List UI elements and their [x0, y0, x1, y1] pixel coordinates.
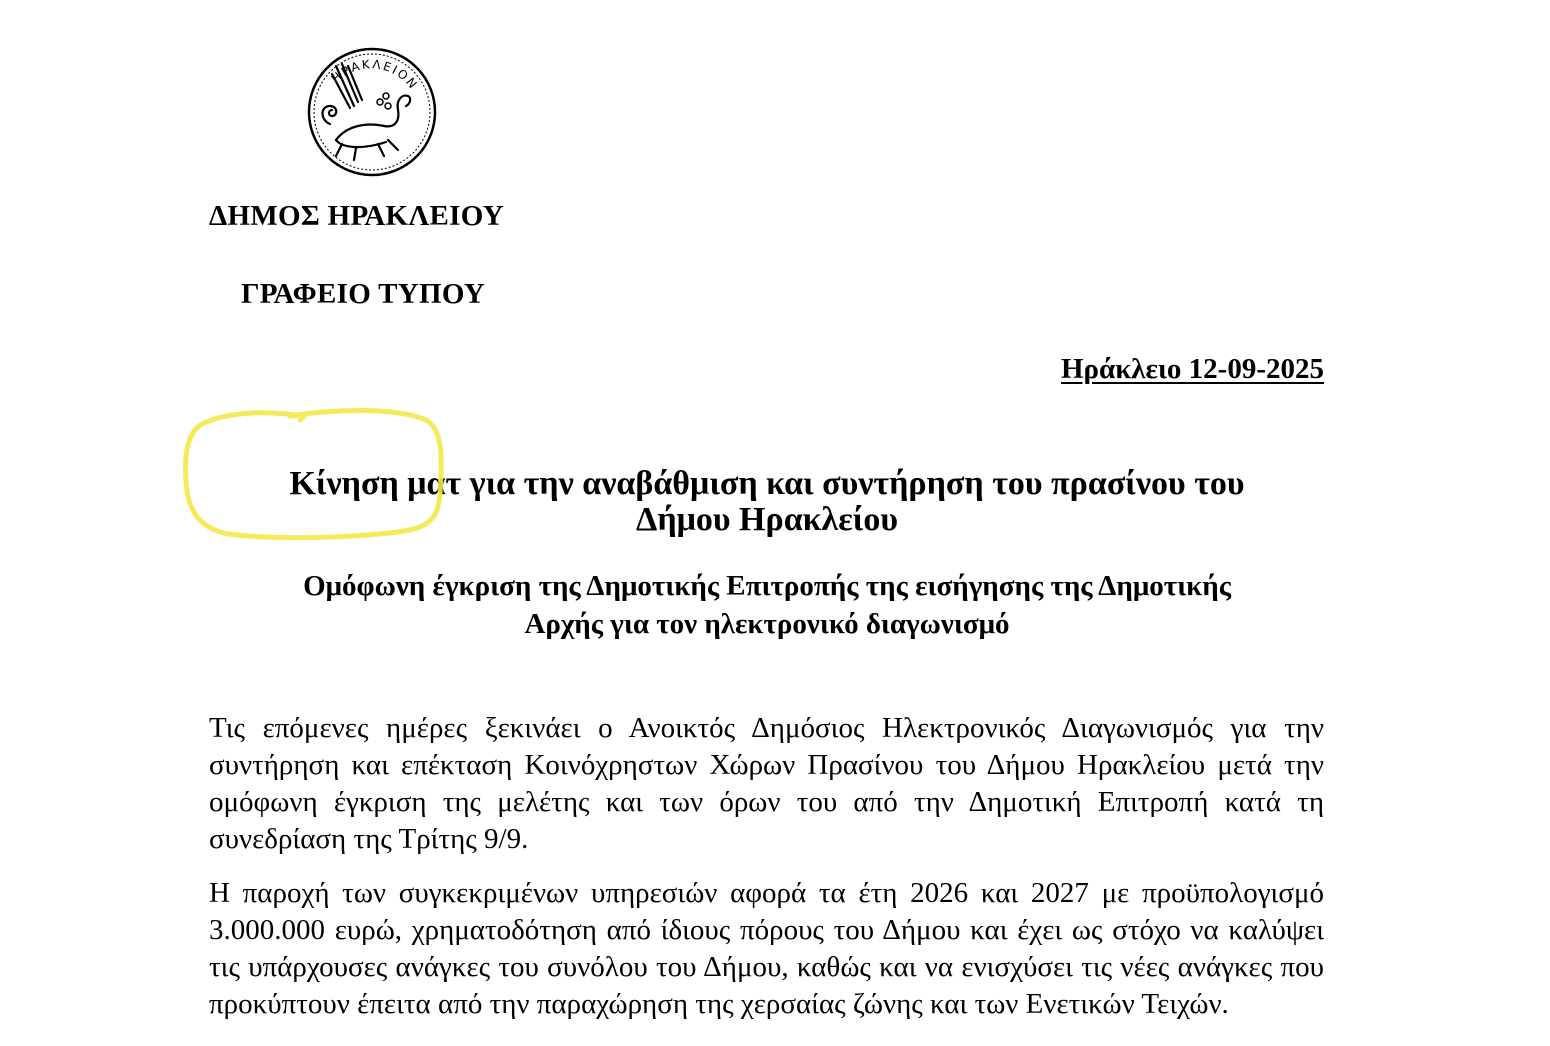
press-release-subtitle	[200, 567, 1334, 643]
municipal-seal-icon	[306, 44, 438, 180]
subtitle-line-1: Ομόφωνη έγκριση της Δημοτικής Επιτροπής της εισήγησης της Δημοτικής	[303, 570, 1231, 602]
body-text	[209, 710, 1324, 1040]
body-paragraph-2: Η παροχή των συγκεκριμένων υπηρεσιών αφορά τα έτη 2026 και 2027 με προϋπολογισμό 3.000.000 ευρώ, χρηματοδότηση από ίδιους πόρους του Δήμου και έχει ως στόχο να καλύψει τις υπάρχουσες ανάγκες του συνόλου του Δήμου, καθώς και να ενισχύσει τις νέες ανάγκες που προκύπτουν έπειτα από την παραχώρηση της χερσαίας ζώνης και των Ενετικών Τειχών.	[209, 877, 1324, 1020]
press-release-title	[200, 466, 1334, 538]
seal-inscription: ΗΡΑΚΛΕΙΟΝ	[328, 57, 421, 93]
subtitle-line-2: Αρχής για τον ηλεκτρονικό διαγωνισμό	[524, 608, 1010, 640]
press-office-label: ΓΡΑΦΕΙΟ ΤΥΠΟΥ	[241, 278, 486, 310]
date-line: Ηράκλειο 12-09-2025	[1060, 353, 1324, 385]
title-line-1: Κίνηση ματ για την αναβάθμιση και συντήρηση του πρασίνου του	[289, 465, 1245, 502]
body-paragraph-1: Τις επόμενες ημέρες ξεκινάει ο Ανοικτός Δημόσιος Ηλεκτρονικός Διαγωνισμός για την συντήρηση και επέκταση Κοινόχρηστων Χώρων Πρασίνου του Δήμου Ηρακλείου μετά την ομόφωνη έγκριση της μελέτης και των όρων του από την Δημοτική Επιτροπή κατά τη συνεδρίαση της Τρίτης 9/9.	[209, 712, 1324, 855]
organization-name: ΔΗΜΟΣ ΗΡΑΚΛΕΙΟΥ	[209, 200, 505, 232]
title-line-2: Δήμου Ηρακλείου	[636, 501, 898, 538]
